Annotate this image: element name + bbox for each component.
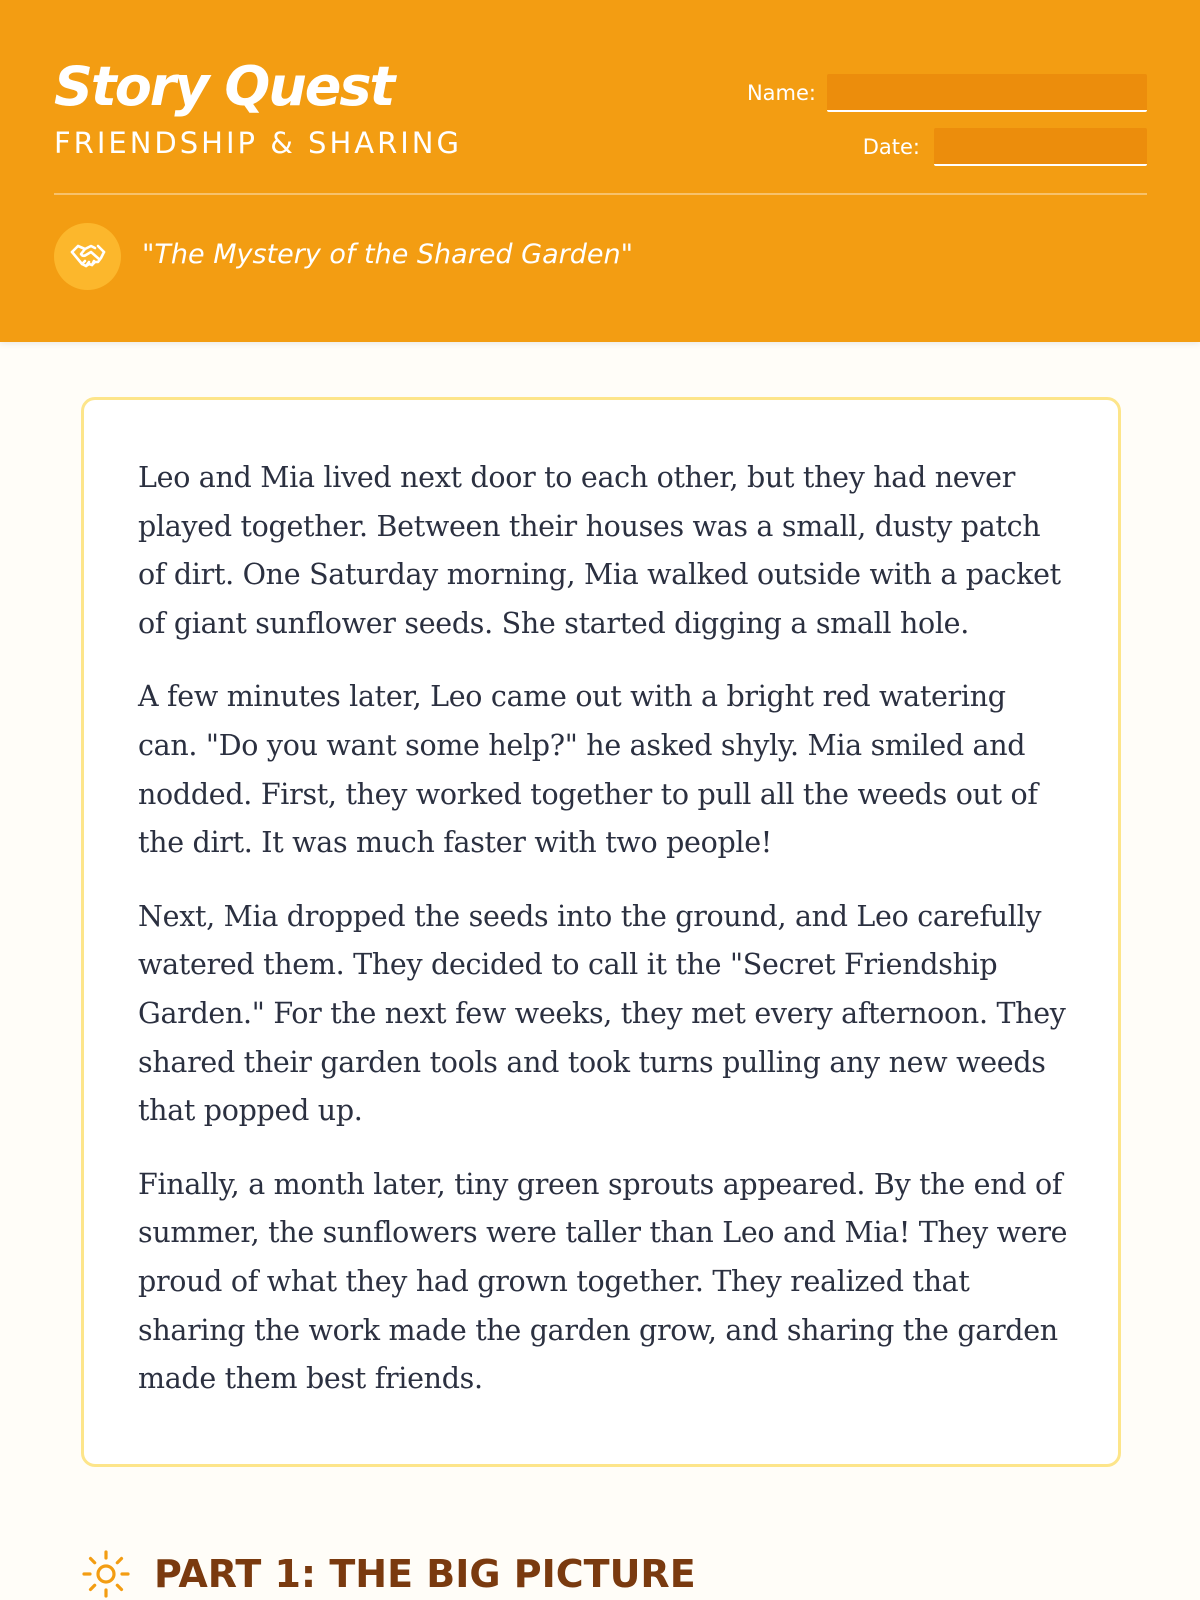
worksheet-title: Story Quest — [54, 55, 394, 118]
story-badge — [54, 223, 121, 290]
story-paragraph: Finally, a month later, tiny green sprouts appeared. By the end of summer, the sunflowers were taller than Leo and Mia! They were proud of what they had grown together. They realized that sharing the work made the garden grow, and sharing the garden made them best friends. — [138, 1167, 1068, 1396]
story-paragraph: Leo and Mia lived next door to each other, but they had never played together. Between their houses was a small, dusty patch of dirt. One Saturday morning, Mia walked outside with a packet of giant sunflower seeds. She started digging a small hole. — [138, 461, 1061, 640]
story-paragraph: A few minutes later, Leo came out with a bright red watering can. "Do you want some help?" he asked shyly. Mia smiled and nodded. First, they worked together to pull all the weeds out of the dirt. It was much faster with two people! — [138, 680, 1038, 860]
date-label: Date: — [862, 135, 920, 159]
part1-heading — [81, 1548, 696, 1600]
handshake-icon — [68, 237, 108, 277]
story-paragraph: Next, Mia dropped the seeds into the ground, and Leo carefully watered them. They decided to call it the "Secret Friendship Garden." For the next few weeks, they met every afternoon. They shared their garden tools and took turns pulling any new weeds that popped up. — [138, 899, 1066, 1128]
header-divider — [54, 193, 1147, 195]
worksheet-header — [0, 0, 1200, 342]
sun-icon — [81, 1549, 131, 1599]
story-passage — [81, 397, 1121, 1467]
story-title: "The Mystery of the Shared Garden" — [142, 239, 633, 270]
worksheet-subtitle: FRIENDSHIP & SHARING — [54, 126, 462, 160]
name-field[interactable] — [827, 74, 1147, 112]
date-field[interactable] — [934, 128, 1147, 166]
part1-title: PART 1: THE BIG PICTURE — [154, 1552, 696, 1596]
name-label: Name: — [746, 81, 816, 105]
